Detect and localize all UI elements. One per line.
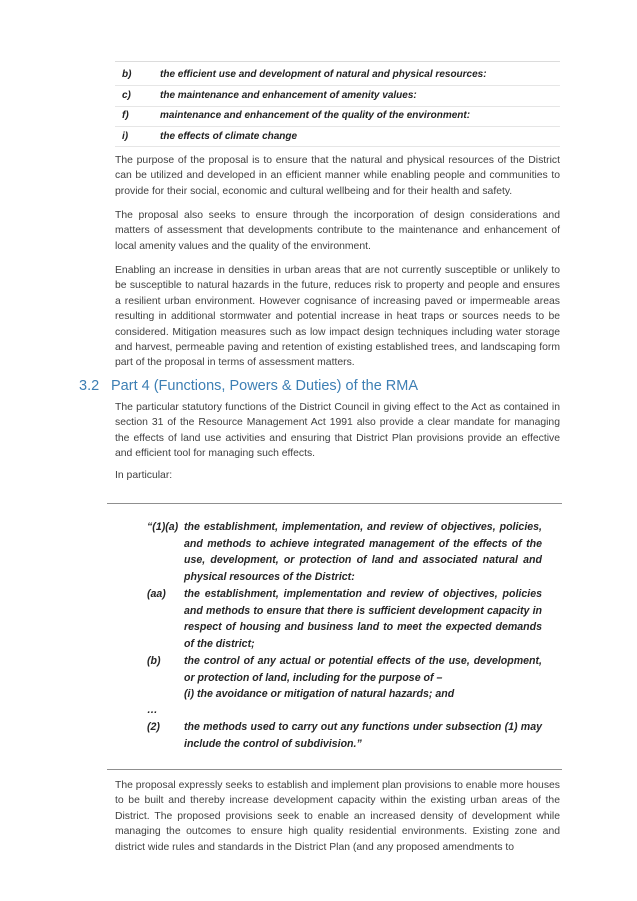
- quote-subclause-text: (i) the avoidance or mitigation of natural hazards; and: [184, 688, 455, 700]
- section-intro: The particular statutory functions of the District Council in giving effect to the Act as contained in section 31 of the Resource Management Act 1991 also provide a clear mandate for managing the effects of land use activities and ensuring that District Plan provisions provide an effective and efficient tool for managing such effects.: [115, 402, 560, 460]
- quote-bottom-rule: [107, 769, 562, 770]
- in-particular-text: In particular:: [115, 470, 173, 481]
- row-divider: [115, 126, 560, 127]
- quote-clause-marker: (b): [147, 655, 161, 667]
- closing-paragraph: The proposal expressly seeks to establish and implement plan provisions to enable more houses to be built and thereby increase development capacity within the existing urban areas of the District. The proposed provisions seek to enable an increased density of development while managing the outcomes to ensure high quality residential environments. Existing zone and district wide rules and standards in the District Plan (and any proposed amendments to: [115, 780, 560, 853]
- body-paragraph: The proposal also seeks to ensure through the incorporation of design considerations and matters of assessment that developments contribute to the maintenance and enhancement of local amenity values and the quality of the environment.: [115, 210, 560, 252]
- list-item-marker: f): [122, 110, 129, 121]
- row-divider: [115, 146, 560, 147]
- row-divider: [115, 106, 560, 107]
- body-paragraph: The purpose of the proposal is to ensure that the natural and physical resources of the District can be utilized and developed in an efficient manner while enabling people and communities to provide for their social, economic and cultural wellbeing and for their health and safety.: [115, 155, 560, 197]
- list-item-marker: i): [122, 131, 129, 142]
- quote-clause-text: the methods used to carry out any functions under subsection (1) may include the control of subdivision.”: [184, 721, 542, 750]
- list-item-text: maintenance and enhancement of the quality of the environment:: [160, 110, 471, 121]
- quote-clause-text: the establishment, implementation, and review of objectives, policies, and methods to achieve integrated management of the effects of the use, development, or protection of land and associated natural and physical resources of the District:: [184, 521, 542, 583]
- list-item-marker: c): [122, 90, 131, 101]
- quote-clause-marker: (aa): [147, 588, 166, 600]
- list-item-text: the efficient use and development of natural and physical resources:: [160, 69, 487, 80]
- quote-clause-marker: “(1)(a): [147, 521, 179, 533]
- list-item-text: the maintenance and enhancement of amenity values:: [160, 90, 417, 101]
- quote-clause-marker: (2): [147, 721, 160, 733]
- quote-clause-text: the establishment, implementation and review of objectives, policies and methods to ensure that there is sufficient development capacity in respect of housing and business land to meet the expected demands of the district;: [184, 588, 542, 650]
- section-number: 3.2: [79, 378, 100, 394]
- quote-clause-text: the control of any actual or potential effects of the use, development, or protection of land, including for the purpose of –: [184, 655, 542, 684]
- section-title: Part 4 (Functions, Powers & Duties) of the RMA: [111, 378, 419, 394]
- body-paragraph: Enabling an increase in densities in urban areas that are not currently susceptible or unlikely to be susceptible to natural hazards in the future, reduces risk to property and people and ensures a resilient urban environment. However cognisance of increasing paved or impermeable areas resulting in additional stormwater and potential increase in heat traps or sources needs to be considered. Mitigation measures such as low impact design techniques including water storage and harvest, permeable paving and retention of existing established trees, and landscaping form part of the proposal in terms of assessment matters.: [115, 265, 560, 369]
- top-divider: [115, 61, 560, 62]
- list-item-marker: b): [122, 69, 132, 80]
- section-heading: [79, 378, 418, 394]
- quote-ellipsis-marker: …: [147, 704, 158, 716]
- list-item-text: the effects of climate change: [160, 131, 298, 142]
- quote-top-rule: [107, 503, 562, 504]
- row-divider: [115, 85, 560, 86]
